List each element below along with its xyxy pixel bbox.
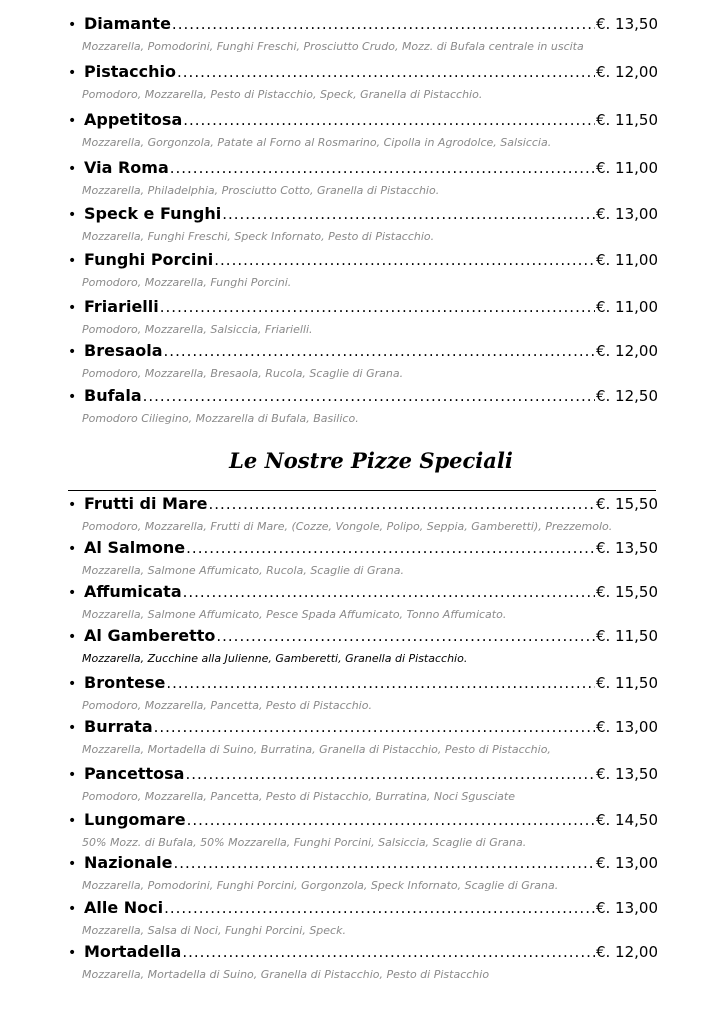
bullet: • [68, 585, 77, 601]
leader-dots [214, 251, 595, 269]
item-description: Mozzarella, Salsa di Noci, Funghi Porcini, Speck. [82, 924, 346, 937]
menu-item [68, 626, 658, 665]
item-name: Pistacchio [84, 62, 177, 81]
item-name: Affumicata [84, 582, 182, 601]
item-price: €. 13,00 [595, 205, 658, 223]
leader-dots [185, 765, 595, 783]
bullet: • [68, 541, 77, 557]
leader-dots [164, 342, 595, 360]
item-price: €. 11,50 [595, 627, 658, 645]
leader-dots [182, 943, 595, 961]
leader-dots [216, 627, 595, 645]
item-price: €. 13,00 [595, 718, 658, 736]
leader-dots [183, 111, 595, 129]
bullet: • [68, 253, 77, 269]
item-description: Pomodoro, Mozzarella, Salsiccia, Friarielli. [82, 323, 313, 336]
menu-item [68, 853, 658, 892]
leader-dots [172, 15, 595, 33]
bullet: • [68, 207, 77, 223]
item-description: Mozzarella, Salmone Affumicato, Pesce Spada Affumicato, Tonno Affumicato. [82, 608, 507, 621]
section-title: Le Nostre Pizze Speciali [229, 448, 513, 473]
item-name: Diamante [84, 14, 171, 33]
bullet: • [68, 856, 77, 872]
bullet: • [68, 300, 77, 316]
item-name: Speck e Funghi [84, 204, 222, 223]
menu-item [68, 810, 658, 849]
item-description: Pomodoro, Mozzarella, Pancetta, Pesto di Pistacchio, Burratina, Noci Sgusciate [82, 790, 515, 803]
item-name: Alle Noci [84, 898, 164, 917]
bullet: • [68, 676, 77, 692]
leader-dots [143, 387, 595, 405]
bullet: • [68, 113, 77, 129]
item-price: €. 14,50 [595, 811, 658, 829]
item-name: Bufala [84, 386, 142, 405]
item-description: Pomodoro, Mozzarella, Bresaola, Rucola, Scaglie di Grana. [82, 367, 404, 380]
bullet: • [68, 813, 77, 829]
menu-item [68, 538, 658, 577]
item-price: €. 13,50 [595, 539, 658, 557]
item-description: 50% Mozz. di Bufala, 50% Mozzarella, Funghi Porcini, Salsiccia, Scaglie di Grana. [82, 836, 527, 849]
leader-dots [174, 854, 595, 872]
leader-dots [160, 298, 595, 316]
item-name: Frutti di Mare [84, 494, 208, 513]
item-description: Pomodoro, Mozzarella, Pancetta, Pesto di Pistacchio. [82, 699, 372, 712]
bullet: • [68, 17, 77, 33]
bullet: • [68, 497, 77, 513]
section-divider [68, 490, 656, 491]
item-price: €. 11,50 [595, 111, 658, 129]
item-name: Via Roma [84, 158, 169, 177]
menu-item [68, 158, 658, 197]
bullet: • [68, 65, 77, 81]
item-price: €. 13,00 [595, 899, 658, 917]
item-price: €. 12,00 [595, 342, 658, 360]
item-name: Lungomare [84, 810, 186, 829]
menu-item [68, 250, 658, 289]
bullet: • [68, 945, 77, 961]
item-price: €. 12,00 [595, 63, 658, 81]
bullet: • [68, 629, 77, 645]
menu-item [68, 898, 658, 937]
item-description: Mozzarella, Salmone Affumicato, Rucola, Scaglie di Grana. [82, 564, 404, 577]
leader-dots [187, 811, 595, 829]
menu-item [68, 110, 658, 149]
bullet: • [68, 389, 77, 405]
menu-item [68, 62, 658, 101]
menu-item [68, 14, 658, 53]
leader-dots [166, 674, 595, 692]
leader-dots [177, 63, 595, 81]
item-price: €. 15,50 [595, 583, 658, 601]
item-description: Mozzarella, Mortadella di Suino, Burratina, Granella di Pistacchio, Pesto di Pistacchio, [82, 743, 551, 756]
leader-dots [154, 718, 595, 736]
item-description: Pomodoro Ciliegino, Mozzarella di Bufala, Basilico. [82, 412, 359, 425]
item-name: Al Gamberetto [84, 626, 216, 645]
item-description: Mozzarella, Gorgonzola, Patate al Forno al Rosmarino, Cipolla in Agrodolce, Salsiccia. [82, 136, 552, 149]
menu-item [68, 764, 658, 803]
item-name: Mortadella [84, 942, 182, 961]
item-price: €. 11,00 [595, 251, 658, 269]
leader-dots [222, 205, 595, 223]
menu-item [68, 673, 658, 712]
item-price: €. 13,50 [595, 765, 658, 783]
item-price: €. 12,00 [595, 943, 658, 961]
item-description: Mozzarella, Mortadella di Suino, Granella di Pistacchio, Pesto di Pistacchio [82, 968, 490, 981]
item-name: Nazionale [84, 853, 173, 872]
item-name: Appetitosa [84, 110, 183, 129]
item-description: Mozzarella, Pomodorini, Funghi Freschi, Prosciutto Crudo, Mozz. di Bufala centrale in uscita [82, 40, 584, 53]
menu-item [68, 341, 658, 380]
leader-dots [209, 495, 595, 513]
leader-dots [186, 539, 595, 557]
item-description: Mozzarella, Pomodorini, Funghi Porcini, Gorgonzola, Speck Infornato, Scaglie di Grana. [82, 879, 559, 892]
item-price: €. 13,50 [595, 15, 658, 33]
item-price: €. 12,50 [595, 387, 658, 405]
menu-item [68, 386, 658, 425]
bullet: • [68, 767, 77, 783]
item-name: Burrata [84, 717, 153, 736]
menu-item [68, 494, 658, 533]
leader-dots [164, 899, 595, 917]
menu-item [68, 717, 658, 756]
bullet: • [68, 901, 77, 917]
bullet: • [68, 344, 77, 360]
leader-dots [183, 583, 595, 601]
menu-item [68, 204, 658, 243]
bullet: • [68, 161, 77, 177]
bullet: • [68, 720, 77, 736]
item-name: Bresaola [84, 341, 163, 360]
item-price: €. 11,50 [595, 674, 658, 692]
item-price: €. 13,00 [595, 854, 658, 872]
item-name: Al Salmone [84, 538, 186, 557]
item-description: Mozzarella, Funghi Freschi, Speck Infornato, Pesto di Pistacchio. [82, 230, 435, 243]
menu-item [68, 297, 658, 336]
item-description: Pomodoro, Mozzarella, Pesto di Pistacchio, Speck, Granella di Pistacchio. [82, 88, 483, 101]
item-name: Brontese [84, 673, 166, 692]
item-name: Friarielli [84, 297, 159, 316]
item-description: Mozzarella, Zucchine alla Julienne, Gamberetti, Granella di Pistacchio. [82, 652, 468, 665]
leader-dots [170, 159, 595, 177]
item-description: Pomodoro, Mozzarella, Funghi Porcini. [82, 276, 292, 289]
menu-item [68, 942, 658, 981]
item-description: Mozzarella, Philadelphia, Prosciutto Cotto, Granella di Pistacchio. [82, 184, 440, 197]
item-price: €. 11,00 [595, 298, 658, 316]
item-name: Funghi Porcini [84, 250, 214, 269]
item-name: Pancettosa [84, 764, 185, 783]
menu-item [68, 582, 658, 621]
item-description: Pomodoro, Mozzarella, Frutti di Mare, (Cozze, Vongole, Polipo, Seppia, Gamberetti), Prezzemolo. [82, 520, 613, 533]
item-price: €. 11,00 [595, 159, 658, 177]
item-price: €. 15,50 [595, 495, 658, 513]
